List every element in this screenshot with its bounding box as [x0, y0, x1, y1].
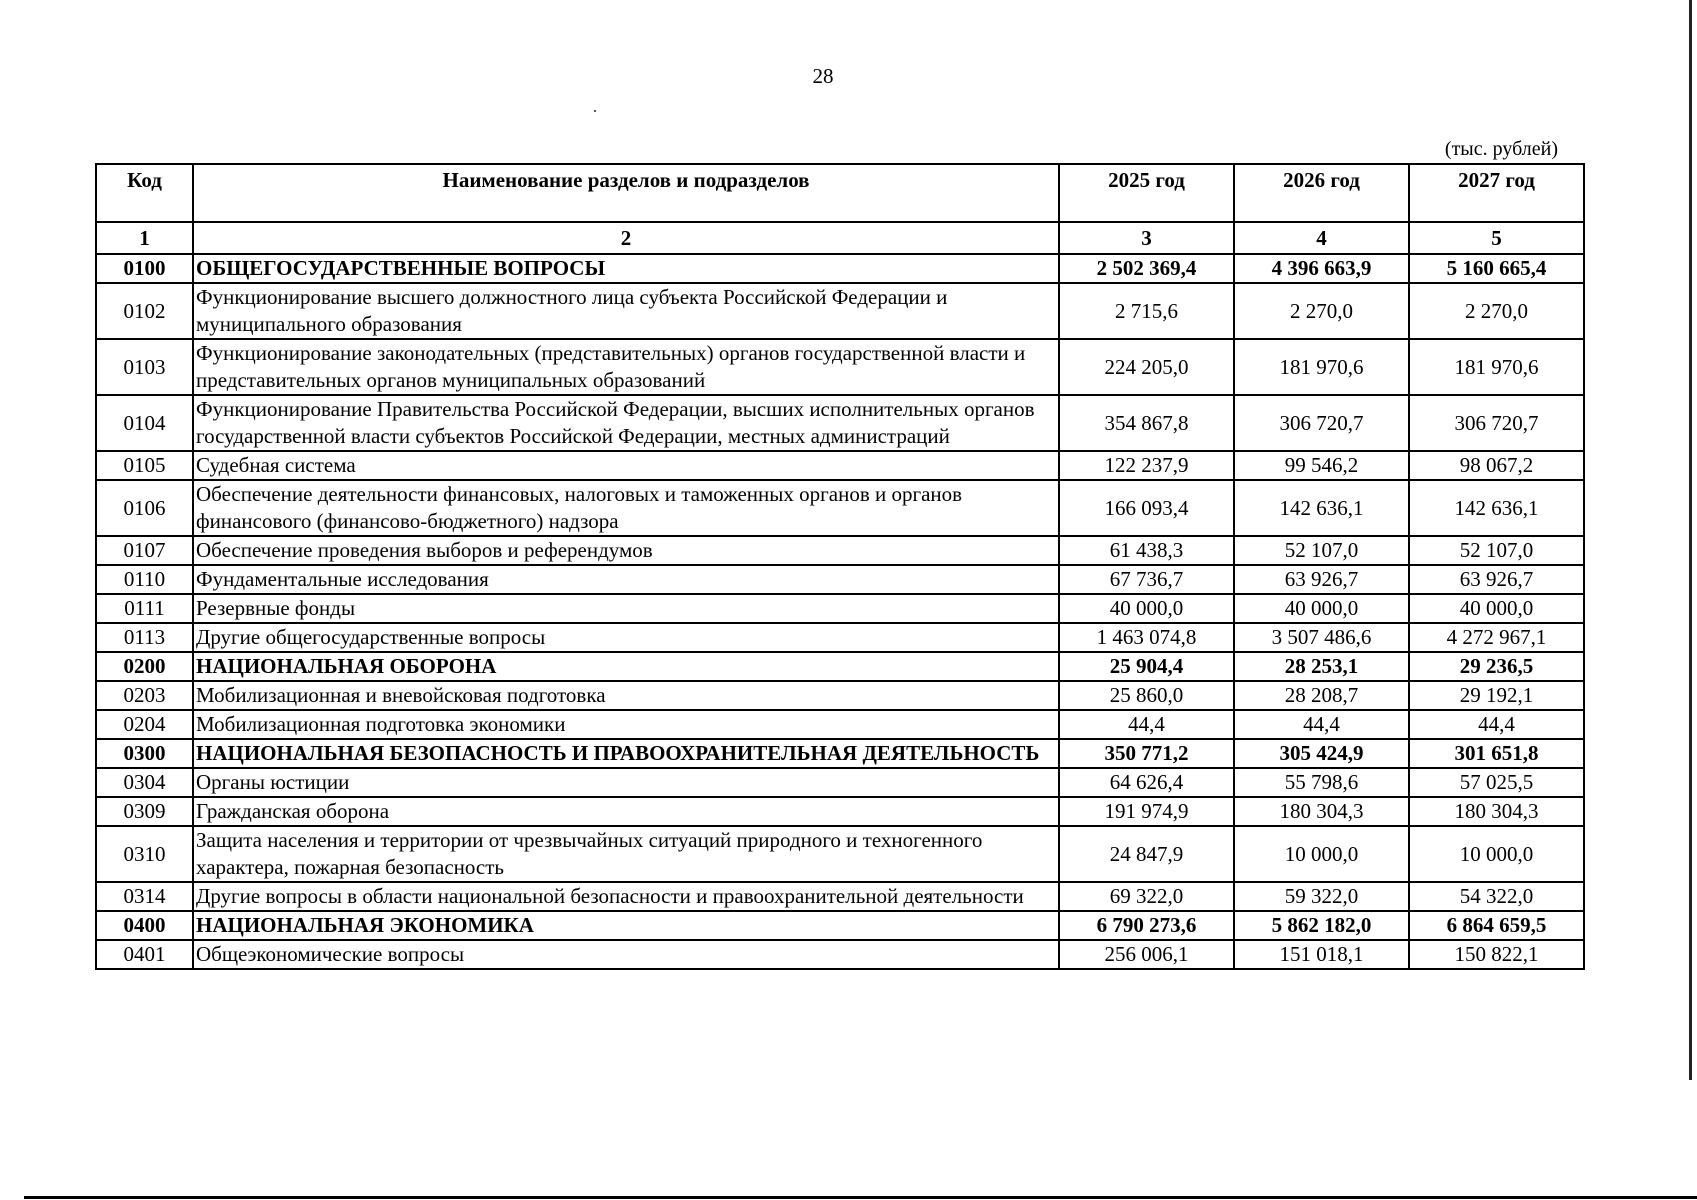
column-index: 5	[1409, 222, 1584, 254]
row-name: Фундаментальные исследования	[193, 565, 1059, 594]
row-value-2026: 59 322,0	[1234, 882, 1409, 911]
row-name: Общеэкономические вопросы	[193, 940, 1059, 969]
column-index: 4	[1234, 222, 1409, 254]
row-code: 0310	[96, 826, 193, 882]
row-value-2025: 25 904,4	[1059, 652, 1234, 681]
row-name: Судебная система	[193, 451, 1059, 480]
row-value-2025: 2 502 369,4	[1059, 254, 1234, 283]
row-code: 0104	[96, 395, 193, 451]
row-value-2027: 306 720,7	[1409, 395, 1584, 451]
row-name: НАЦИОНАЛЬНАЯ БЕЗОПАСНОСТЬ И ПРАВООХРАНИТЕЛЬНАЯ ДЕЯТЕЛЬНОСТЬ	[193, 739, 1059, 768]
row-code: 0300	[96, 739, 193, 768]
row-value-2026: 306 720,7	[1234, 395, 1409, 451]
row-value-2027: 301 651,8	[1409, 739, 1584, 768]
row-value-2027: 29 236,5	[1409, 652, 1584, 681]
row-value-2026: 10 000,0	[1234, 826, 1409, 882]
page-number: 28	[812, 64, 834, 88]
row-value-2026: 99 546,2	[1234, 451, 1409, 480]
row-code: 0100	[96, 254, 193, 283]
subsection-row	[96, 797, 1584, 826]
subsection-row	[96, 565, 1584, 594]
row-code: 0203	[96, 681, 193, 710]
row-value-2025: 64 626,4	[1059, 768, 1234, 797]
scan-dot	[594, 110, 596, 112]
row-value-2026: 52 107,0	[1234, 536, 1409, 565]
row-value-2025: 166 093,4	[1059, 480, 1234, 536]
scan-edge-line	[1689, 0, 1692, 1080]
subsection-row	[96, 940, 1584, 969]
row-value-2027: 5 160 665,4	[1409, 254, 1584, 283]
subsection-row	[96, 480, 1584, 536]
row-value-2026: 3 507 486,6	[1234, 623, 1409, 652]
row-code: 0400	[96, 911, 193, 940]
section-row	[96, 652, 1584, 681]
row-code: 0309	[96, 797, 193, 826]
row-code: 0200	[96, 652, 193, 681]
row-value-2025: 24 847,9	[1059, 826, 1234, 882]
row-value-2026: 55 798,6	[1234, 768, 1409, 797]
row-value-2026: 305 424,9	[1234, 739, 1409, 768]
subsection-row	[96, 536, 1584, 565]
section-row	[96, 911, 1584, 940]
row-name: Мобилизационная подготовка экономики	[193, 710, 1059, 739]
row-name: Гражданская оборона	[193, 797, 1059, 826]
row-value-2027: 142 636,1	[1409, 480, 1584, 536]
subsection-row	[96, 395, 1584, 451]
row-name: Функционирование Правительства Российской Федерации, высших исполнительных органов государственной власти субъектов Российской Федерации, местных администраций	[193, 395, 1059, 451]
row-value-2027: 6 864 659,5	[1409, 911, 1584, 940]
header-year-2026: 2026 год	[1234, 164, 1409, 222]
header-row	[96, 164, 1584, 222]
row-value-2025: 40 000,0	[1059, 594, 1234, 623]
row-value-2027: 57 025,5	[1409, 768, 1584, 797]
row-value-2025: 224 205,0	[1059, 339, 1234, 395]
row-code: 0107	[96, 536, 193, 565]
subsection-row	[96, 681, 1584, 710]
row-value-2025: 67 736,7	[1059, 565, 1234, 594]
row-value-2027: 98 067,2	[1409, 451, 1584, 480]
row-name: Защита населения и территории от чрезвычайных ситуаций природного и техногенного характера, пожарная безопасность	[193, 826, 1059, 882]
row-value-2027: 63 926,7	[1409, 565, 1584, 594]
column-index-row	[96, 222, 1584, 254]
row-value-2025: 191 974,9	[1059, 797, 1234, 826]
column-index: 1	[96, 222, 193, 254]
row-value-2027: 150 822,1	[1409, 940, 1584, 969]
subsection-row	[96, 339, 1584, 395]
row-value-2027: 2 270,0	[1409, 283, 1584, 339]
row-name: Резервные фонды	[193, 594, 1059, 623]
row-value-2026: 2 270,0	[1234, 283, 1409, 339]
subsection-row	[96, 594, 1584, 623]
row-code: 0204	[96, 710, 193, 739]
row-value-2027: 29 192,1	[1409, 681, 1584, 710]
row-value-2026: 28 253,1	[1234, 652, 1409, 681]
row-name: НАЦИОНАЛЬНАЯ ОБОРОНА	[193, 652, 1059, 681]
row-name: Другие вопросы в области национальной безопасности и правоохранительной деятельности	[193, 882, 1059, 911]
row-value-2025: 69 322,0	[1059, 882, 1234, 911]
row-value-2025: 1 463 074,8	[1059, 623, 1234, 652]
row-value-2025: 25 860,0	[1059, 681, 1234, 710]
row-code: 0106	[96, 480, 193, 536]
row-code: 0314	[96, 882, 193, 911]
row-value-2025: 350 771,2	[1059, 739, 1234, 768]
header-code: Код	[96, 164, 193, 222]
row-name: Функционирование высшего должностного лица субъекта Российской Федерации и муниципального образования	[193, 283, 1059, 339]
row-value-2026: 63 926,7	[1234, 565, 1409, 594]
row-value-2027: 44,4	[1409, 710, 1584, 739]
row-value-2027: 54 322,0	[1409, 882, 1584, 911]
row-value-2025: 354 867,8	[1059, 395, 1234, 451]
row-name: Мобилизационная и вневойсковая подготовка	[193, 681, 1059, 710]
column-index: 3	[1059, 222, 1234, 254]
row-code: 0102	[96, 283, 193, 339]
subsection-row	[96, 768, 1584, 797]
column-index: 2	[193, 222, 1059, 254]
row-value-2025: 44,4	[1059, 710, 1234, 739]
header-name: Наименование разделов и подразделов	[193, 164, 1059, 222]
subsection-row	[96, 826, 1584, 882]
subsection-row	[96, 451, 1584, 480]
row-code: 0401	[96, 940, 193, 969]
row-value-2025: 2 715,6	[1059, 283, 1234, 339]
row-value-2026: 181 970,6	[1234, 339, 1409, 395]
subsection-row	[96, 283, 1584, 339]
row-name: ОБЩЕГОСУДАРСТВЕННЫЕ ВОПРОСЫ	[193, 254, 1059, 283]
row-value-2027: 4 272 967,1	[1409, 623, 1584, 652]
row-name: Органы юстиции	[193, 768, 1059, 797]
row-code: 0110	[96, 565, 193, 594]
row-code: 0113	[96, 623, 193, 652]
row-value-2027: 10 000,0	[1409, 826, 1584, 882]
subsection-row	[96, 623, 1584, 652]
row-value-2027: 40 000,0	[1409, 594, 1584, 623]
row-name: Функционирование законодательных (представительных) органов государственной власти и представительных органов муниципальных образований	[193, 339, 1059, 395]
row-name: Обеспечение деятельности финансовых, налоговых и таможенных органов и органов финансового (финансово-бюджетного) надзора	[193, 480, 1059, 536]
header-year-2027: 2027 год	[1409, 164, 1584, 222]
row-code: 0304	[96, 768, 193, 797]
row-value-2027: 180 304,3	[1409, 797, 1584, 826]
row-value-2026: 40 000,0	[1234, 594, 1409, 623]
row-value-2027: 181 970,6	[1409, 339, 1584, 395]
row-name: НАЦИОНАЛЬНАЯ ЭКОНОМИКА	[193, 911, 1059, 940]
row-value-2026: 28 208,7	[1234, 681, 1409, 710]
row-code: 0103	[96, 339, 193, 395]
row-value-2025: 6 790 273,6	[1059, 911, 1234, 940]
subsection-row	[96, 882, 1584, 911]
row-value-2026: 5 862 182,0	[1234, 911, 1409, 940]
row-value-2025: 61 438,3	[1059, 536, 1234, 565]
row-value-2026: 44,4	[1234, 710, 1409, 739]
row-code: 0111	[96, 594, 193, 623]
row-value-2026: 4 396 663,9	[1234, 254, 1409, 283]
subsection-row	[96, 710, 1584, 739]
section-row	[96, 254, 1584, 283]
row-value-2025: 122 237,9	[1059, 451, 1234, 480]
row-code: 0105	[96, 451, 193, 480]
row-value-2026: 142 636,1	[1234, 480, 1409, 536]
row-value-2025: 256 006,1	[1059, 940, 1234, 969]
unit-note: (тыс. рублей)	[1444, 138, 1558, 160]
row-name: Другие общегосударственные вопросы	[193, 623, 1059, 652]
section-row	[96, 739, 1584, 768]
budget-table	[95, 163, 1585, 970]
row-name: Обеспечение проведения выборов и референдумов	[193, 536, 1059, 565]
row-value-2026: 180 304,3	[1234, 797, 1409, 826]
header-year-2025: 2025 год	[1059, 164, 1234, 222]
row-value-2026: 151 018,1	[1234, 940, 1409, 969]
scan-bottom-line	[24, 1196, 1697, 1199]
row-value-2027: 52 107,0	[1409, 536, 1584, 565]
